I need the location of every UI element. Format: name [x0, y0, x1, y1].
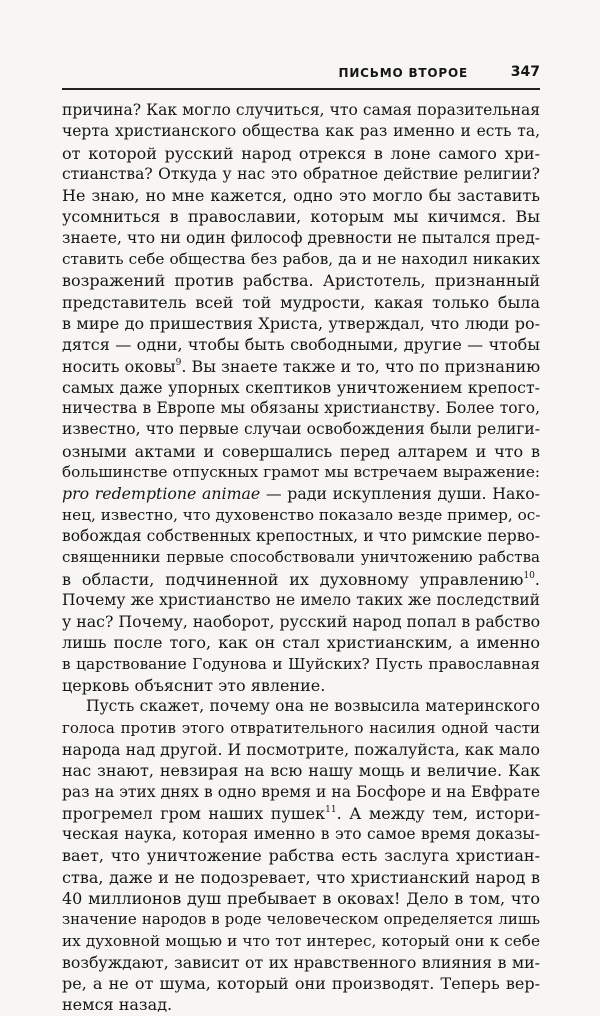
line-text: знаете, что ни один философ древности не пытался пред- — [62, 228, 540, 247]
text-line — [62, 356, 540, 377]
text-line — [62, 185, 540, 206]
line-text: церковь объяснит это явление. — [62, 676, 326, 696]
line-text: Не знаю, но мне кажется, одно это могло бы заставить — [62, 186, 540, 206]
line-text: Пусть скажет, почему она не возвысила материнского — [86, 697, 540, 716]
footnote-marker: 11 — [325, 804, 337, 815]
line-text: возбуждают, зависит от их нравственного влияния в ми- — [62, 952, 540, 972]
line-text: черта христианского общества как раз именно и есть та, — [62, 122, 540, 141]
text-line — [62, 505, 540, 526]
text-line — [62, 334, 540, 355]
text-line — [62, 100, 540, 121]
running-title: ПИСЬМО ВТОРОЕ — [338, 66, 468, 80]
text-line — [62, 782, 540, 803]
text-line — [62, 249, 540, 270]
text-line — [62, 845, 540, 866]
line-text-continued: . Вы знаете также и то, что по признанию — [181, 356, 541, 376]
line-text: прогремел гром наших пушек — [62, 803, 326, 823]
line-text: ставить себе общества без рабов, да и не находил никаких — [62, 250, 540, 269]
line-text: ре, а не от шума, который они производят. Теперь вер- — [62, 974, 540, 994]
line-text: нас знают, невзирая на всю нашу мощь и величие. Как — [62, 761, 540, 781]
text-line — [62, 228, 540, 249]
line-text: в царствование Годунова и Шуйских? Пусть православная — [62, 654, 540, 673]
text-line — [62, 654, 540, 675]
text-line — [62, 718, 540, 739]
text-line — [62, 994, 540, 1015]
text-line — [62, 909, 540, 930]
line-text: лишь после того, как он стал христианским, а именно — [62, 633, 540, 653]
latin-phrase: pro redemptione animae — [62, 484, 261, 504]
text-line — [62, 952, 540, 973]
line-text: в мире до пришествия Христа, утверждал, что люди ро- — [62, 313, 540, 333]
line-text: ства, даже и не подозревает, что христианский народ в — [62, 867, 540, 887]
line-text: озными актами и совершались перед алтарем и что в — [62, 441, 540, 461]
text-line — [62, 696, 540, 717]
line-text: их духовной мощью и что тот интерес, который они к себе — [62, 931, 540, 950]
line-text: дятся — одни, чтобы быть свободными, другие — чтобы — [62, 335, 540, 355]
line-text: причина? Как могло случиться, что самая поразительная — [62, 101, 540, 119]
line-text: стианства? Откуда у нас это обратное действие религии? — [62, 164, 540, 183]
line-text: ничества в Европе мы обязаны христианству. Более того, — [62, 399, 540, 418]
text-line — [62, 121, 540, 142]
body-text — [62, 100, 540, 1016]
page-number: 347 — [510, 64, 540, 80]
text-line — [62, 143, 540, 164]
text-line — [62, 462, 540, 483]
text-line — [62, 292, 540, 313]
line-text: самых даже упорных скептиков уничтожением крепост- — [62, 377, 540, 397]
text-line — [62, 483, 540, 504]
line-text: ческая наука, которая именно в это самое время доказы- — [62, 825, 540, 844]
line-text: у нас? Почему, наоборот, русский народ попал в рабство — [62, 612, 541, 632]
line-text: немся назад. — [62, 995, 173, 1015]
text-line — [62, 398, 540, 419]
text-line — [62, 377, 540, 398]
line-text: известно, что первые случаи освобождения были религи- — [62, 420, 540, 439]
text-line — [62, 739, 540, 760]
text-line — [62, 206, 540, 227]
line-text: представитель всей той мудрости, какая только была — [62, 292, 540, 312]
line-text-continued: . А между тем, истори- — [336, 803, 541, 823]
line-text: от которой русский народ отрекся в лоне самого хри- — [62, 143, 540, 163]
line-text-continued: — ради искупления души. Нако- — [260, 484, 540, 504]
line-text: возражений против рабства. Аристотель, признанный — [62, 271, 540, 291]
text-line — [62, 931, 540, 952]
text-line — [62, 803, 540, 824]
line-text: 40 миллионов душ пребывает в оковах! Дело в том, что — [62, 888, 540, 908]
text-line — [62, 632, 540, 653]
footnote-marker: 10 — [523, 570, 535, 581]
line-text: священники первые способствовали уничтожению рабства — [62, 548, 540, 567]
line-text: носить оковы — [62, 356, 176, 376]
text-line — [62, 270, 540, 291]
text-line — [62, 569, 540, 590]
text-line — [62, 419, 540, 440]
text-line — [62, 526, 540, 547]
line-text: Почему же христианство не имело таких же последствий — [62, 590, 540, 609]
text-line — [62, 547, 540, 568]
line-text: большинстве отпускных грамот мы встречаем выражение: — [62, 463, 540, 482]
line-text-continued: . — [534, 569, 540, 589]
text-line — [62, 164, 540, 185]
page-header — [62, 64, 540, 90]
line-text: в области, подчиненной их духовному управлению — [62, 569, 524, 589]
text-line — [62, 611, 540, 632]
text-line — [62, 675, 540, 696]
text-line — [62, 867, 540, 888]
footnote-marker: 9 — [175, 357, 182, 368]
line-text: вает, что уничтожение рабства есть заслуга христиан- — [62, 846, 540, 866]
text-line — [62, 824, 540, 845]
text-line — [62, 441, 540, 462]
line-text: вобождая собственных крепостных, и что римские перво- — [62, 526, 540, 545]
text-line — [62, 590, 540, 611]
text-line — [62, 313, 540, 334]
line-text: народа над другой. И посмотрите, пожалуйста, как мало — [62, 739, 540, 759]
text-line — [62, 760, 540, 781]
line-text: раз на этих днях в одно время и на Босфоре и на Евфрате — [62, 782, 540, 801]
text-line — [62, 888, 540, 909]
line-text: голоса против этого отвратительного насилия одной части — [62, 718, 540, 737]
line-text: нец, известно, что духовенство показало везде пример, ос- — [62, 505, 541, 524]
line-text: усомниться в православии, которым мы кичимся. Вы — [62, 207, 540, 227]
line-text: значение народов в роде человеческом определяется лишь — [62, 910, 540, 929]
text-line — [62, 973, 540, 994]
